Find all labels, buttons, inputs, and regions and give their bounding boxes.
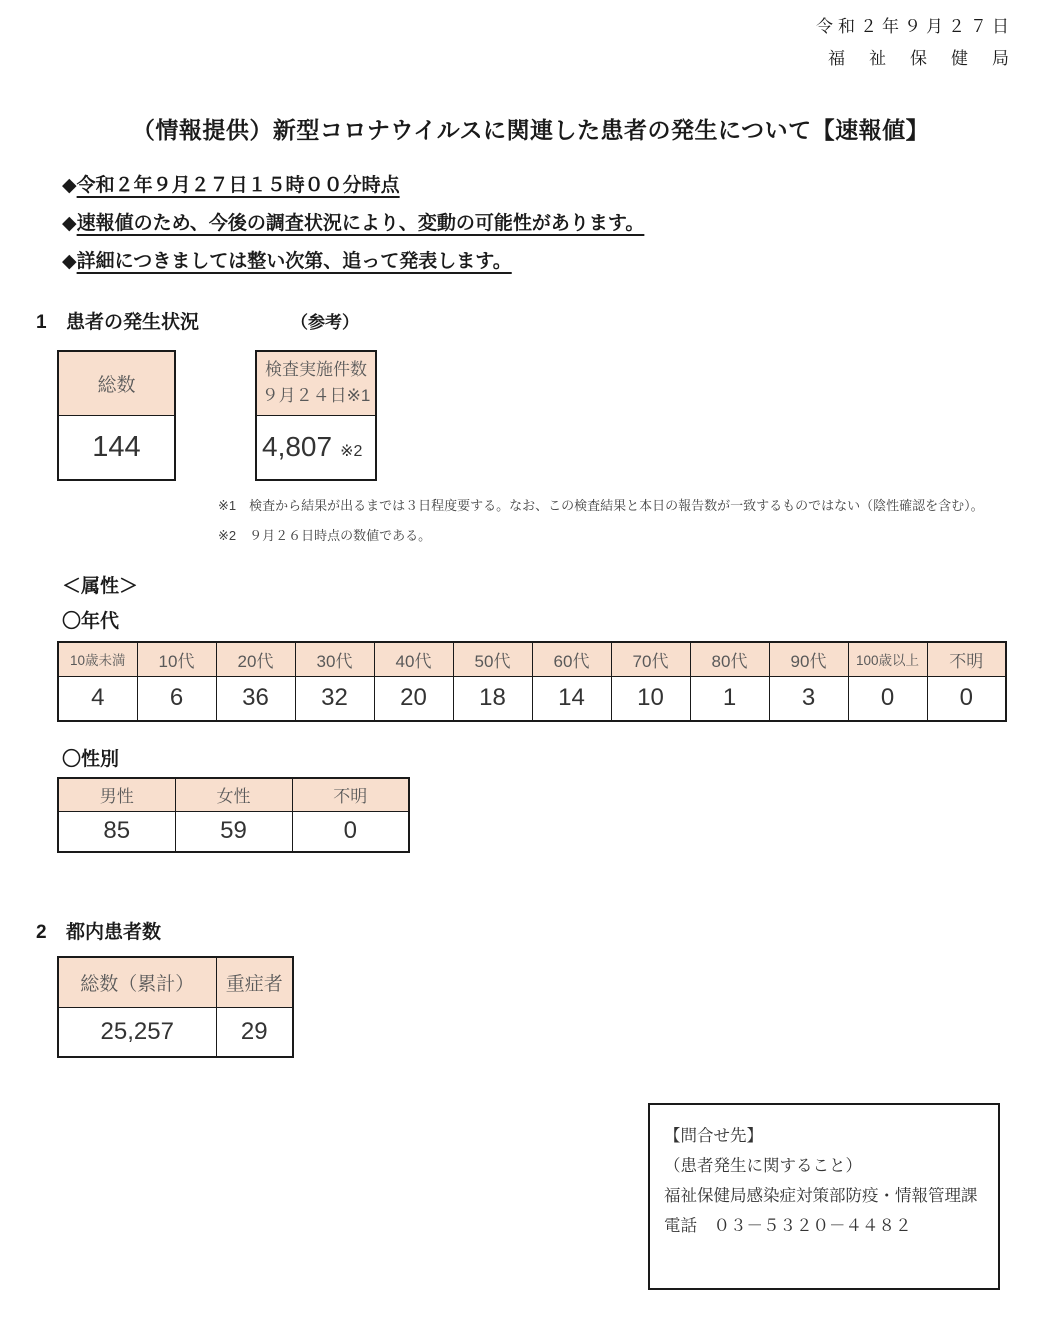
gender-col-header: 女性 bbox=[175, 778, 292, 811]
age-col-header: 10代 bbox=[137, 642, 216, 676]
contact-title: 【問合せ先】 bbox=[664, 1127, 763, 1145]
age-col-header: 10歳未満 bbox=[58, 642, 137, 676]
age-value: 0 bbox=[848, 676, 927, 721]
tests-header-line1: 検査実施件数 bbox=[265, 360, 367, 380]
bullet-marker: ◆ bbox=[62, 175, 77, 196]
tests-value-note: ※2 bbox=[340, 443, 363, 461]
age-col-header: 20代 bbox=[216, 642, 295, 676]
tokyo-severe-header: 重症者 bbox=[216, 957, 293, 1007]
age-value: 36 bbox=[216, 676, 295, 721]
age-value: 4 bbox=[58, 676, 137, 721]
tests-conducted-table bbox=[255, 350, 377, 481]
section1-title: 患者の発生状況 bbox=[66, 312, 200, 333]
age-distribution-table bbox=[57, 641, 1007, 722]
age-value: 32 bbox=[295, 676, 374, 721]
reference-label: （参考） bbox=[291, 313, 360, 332]
age-header-row bbox=[58, 642, 1006, 676]
age-value-row bbox=[58, 676, 1006, 721]
age-value: 10 bbox=[611, 676, 690, 721]
section2-title: 都内患者数 bbox=[66, 922, 162, 943]
bullet-text: 令和２年９月２７日１５時００分時点 bbox=[76, 175, 400, 196]
tests-conducted-cell bbox=[256, 415, 376, 480]
total-cases-value: 144 bbox=[58, 415, 175, 480]
section2-heading bbox=[36, 917, 1061, 944]
total-cases-table bbox=[57, 350, 176, 481]
section1-tables bbox=[57, 350, 1061, 481]
age-value: 0 bbox=[927, 676, 1006, 721]
age-col-header: 40代 bbox=[374, 642, 453, 676]
document-header bbox=[0, 14, 1061, 72]
contact-phone: 電話 ０３－５３２０－４４８２ bbox=[664, 1217, 912, 1235]
age-value: 3 bbox=[769, 676, 848, 721]
contact-box bbox=[648, 1103, 1000, 1290]
bullet-text: 詳細につきましては整い次第、追って発表します。 bbox=[76, 251, 512, 272]
age-value: 20 bbox=[374, 676, 453, 721]
tests-conducted-value: 4,807 bbox=[262, 431, 333, 463]
gender-value-row bbox=[58, 811, 409, 852]
age-col-header: 60代 bbox=[532, 642, 611, 676]
age-value: 1 bbox=[690, 676, 769, 721]
issue-date: 令和２年９月２７日 bbox=[816, 17, 1014, 36]
gender-value: 59 bbox=[175, 811, 292, 852]
bullet-marker: ◆ bbox=[62, 251, 77, 272]
tokyo-value-row bbox=[58, 1007, 293, 1057]
gender-col-header: 男性 bbox=[58, 778, 175, 811]
tests-conducted-header bbox=[256, 351, 376, 415]
gender-value: 85 bbox=[58, 811, 175, 852]
notice-bullets bbox=[62, 167, 1061, 281]
bullet-details-note bbox=[62, 243, 1061, 281]
tokyo-total-value: 25,257 bbox=[58, 1007, 216, 1057]
bullet-timestamp bbox=[62, 167, 1061, 205]
section1-heading bbox=[36, 307, 1061, 334]
age-col-header: 30代 bbox=[295, 642, 374, 676]
age-value: 18 bbox=[453, 676, 532, 721]
age-col-header: 90代 bbox=[769, 642, 848, 676]
document-title: （情報提供）新型コロナウイルスに関連した患者の発生について【速報値】 bbox=[131, 117, 930, 143]
total-cases-header: 総数 bbox=[58, 351, 175, 415]
bullet-text: 速報値のため、今後の調査状況により、変動の可能性があります。 bbox=[76, 213, 645, 234]
age-col-header: 100歳以上 bbox=[848, 642, 927, 676]
attributes-heading: ＜属性＞ bbox=[62, 576, 139, 597]
age-col-header: 70代 bbox=[611, 642, 690, 676]
gender-label: 〇性別 bbox=[62, 749, 120, 770]
age-value: 6 bbox=[137, 676, 216, 721]
section2-number: 2 bbox=[36, 922, 47, 943]
tokyo-patients-table bbox=[57, 956, 294, 1058]
age-col-header: 不明 bbox=[927, 642, 1006, 676]
tokyo-severe-value: 29 bbox=[216, 1007, 293, 1057]
age-value: 14 bbox=[532, 676, 611, 721]
footnotes bbox=[218, 491, 1061, 551]
age-col-header: 50代 bbox=[453, 642, 532, 676]
bullet-preliminary-note bbox=[62, 205, 1061, 243]
gender-header-row bbox=[58, 778, 409, 811]
age-col-header: 80代 bbox=[690, 642, 769, 676]
age-group-label: 〇年代 bbox=[62, 611, 120, 632]
tests-header-line2: ９月２４日※1 bbox=[261, 386, 371, 406]
tokyo-header-row bbox=[58, 957, 293, 1007]
bullet-marker: ◆ bbox=[62, 213, 77, 234]
contact-subject: （患者発生に関すること） bbox=[664, 1157, 862, 1175]
contact-department: 福祉保健局感染症対策部防疫・情報管理課 bbox=[664, 1187, 978, 1205]
tests-value-wrap bbox=[257, 431, 375, 463]
gender-value: 0 bbox=[292, 811, 409, 852]
issuing-bureau: 福祉保健局 bbox=[828, 49, 1033, 68]
gender-distribution-table bbox=[57, 777, 410, 853]
gender-col-header: 不明 bbox=[292, 778, 409, 811]
footnote-2: ※2 ９月２６日時点の数値である。 bbox=[218, 528, 432, 543]
footnote-1: ※1 検査から結果が出るまでは３日程度要する。なお、この検査結果と本日の報告数が一致するものではない（陰性確認を含む）。 bbox=[218, 498, 984, 513]
tokyo-total-header: 総数（累計） bbox=[58, 957, 216, 1007]
section1-number: 1 bbox=[36, 312, 47, 333]
